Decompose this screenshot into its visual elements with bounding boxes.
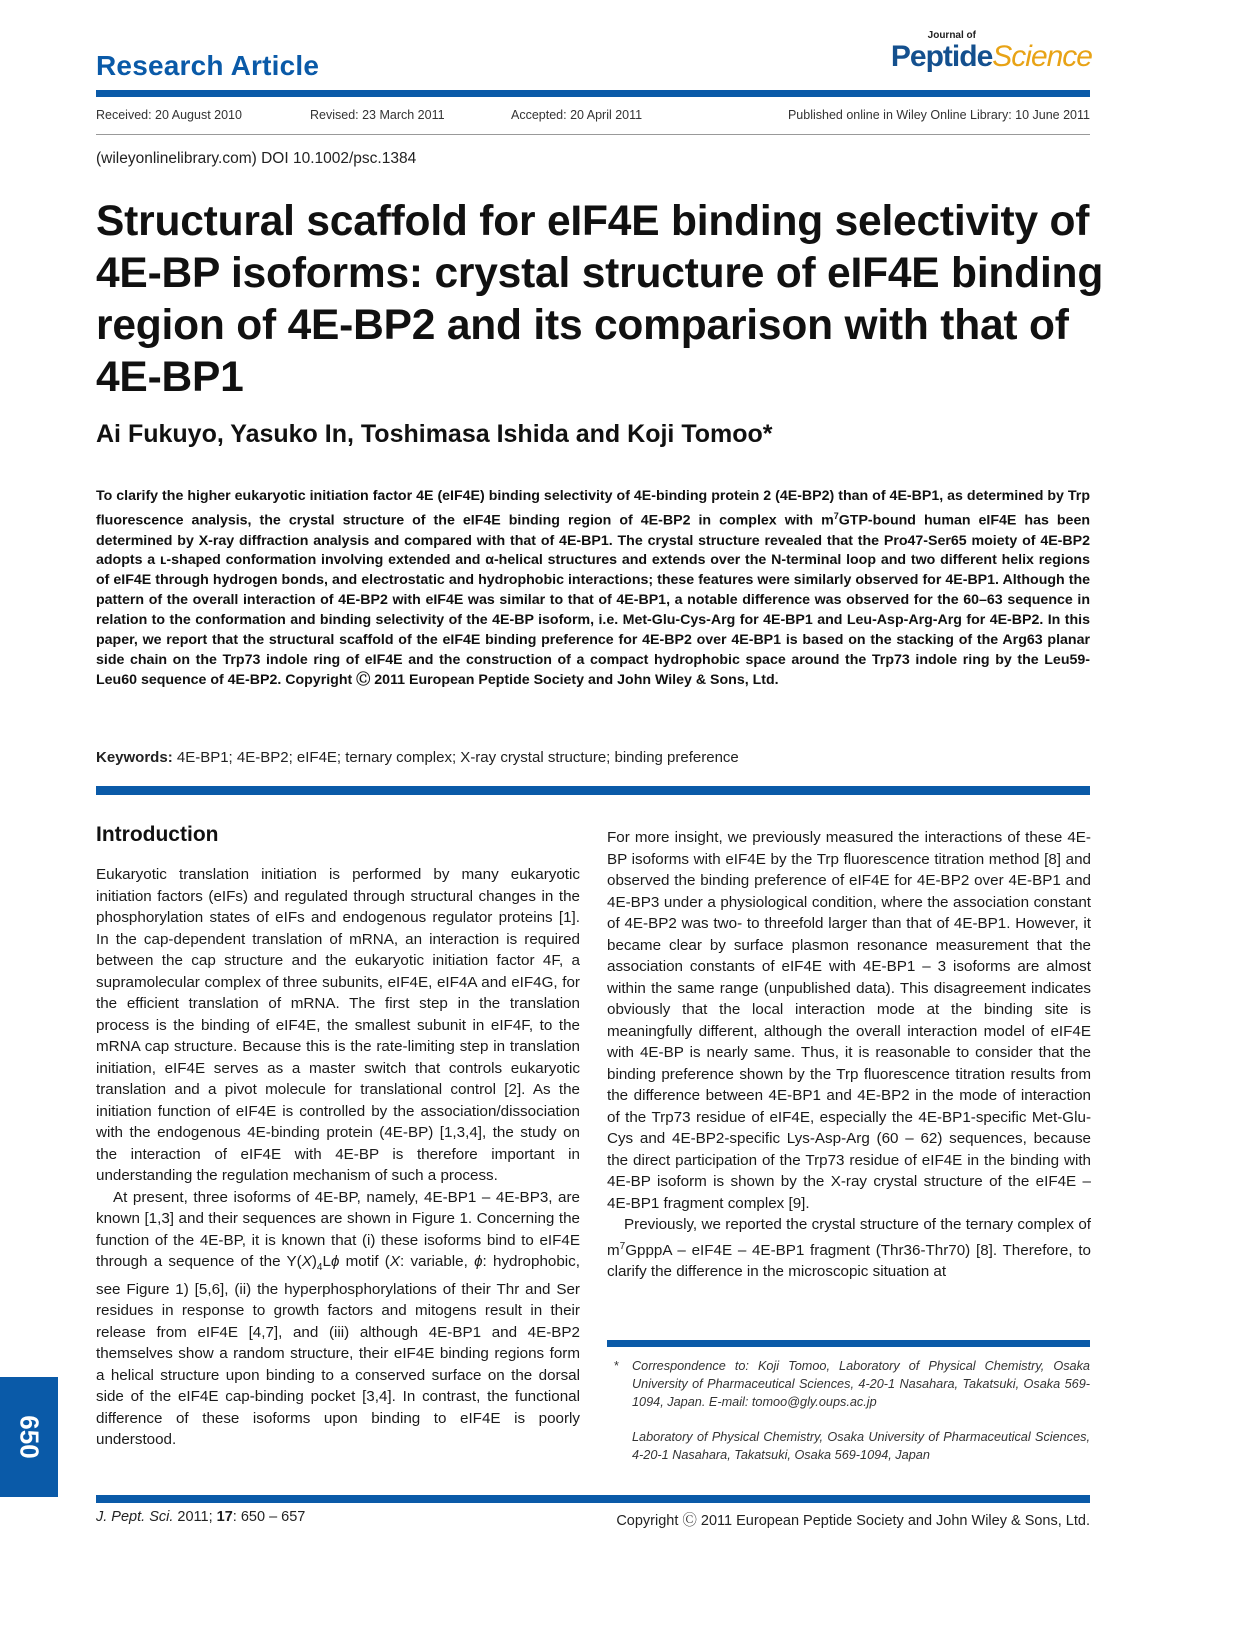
- abstract-rule: [96, 786, 1090, 795]
- footer-copyright: Copyright Ⓒ 2011 European Peptide Society and John Wiley & Sons, Ltd.: [616, 1513, 1090, 1529]
- journal-abbrev: J. Pept. Sci.: [96, 1509, 174, 1525]
- page-number-tab: [0, 1377, 58, 1497]
- body-column-right: [607, 827, 1091, 1283]
- intro-paragraph-1: Eukaryotic translation initiation is performed by many eukaryotic initiation factors (eIFs) and regulated through structural changes in the phosphorylation states of eIFs and endogenous regulator proteins [1]. In the cap-dependent translation of mRNA, an interaction is required between the cap structure and the eukaryotic initiation factor 4F, a supramolecular complex of three subunits, eIF4E, eIF4A and eIF4G, for the efficient translation of mRNA. The first step in the translation process is the binding of eIF4E, the smallest subunit in eIF4F, to the mRNA cap structure. Because this is the rate-limiting step in translation initiation, eIF4E serves as a master switch that controls eukaryotic translation and a pivot molecule for translational control [2]. As the initiation function of eIF4E is controlled by the association/dissociation with the endogenous 4E-binding protein (4E-BP) [1,3,4], the study on the interaction of eIF4E with 4E-BP is therefore important in understanding the regulation mechanism of such a process.: [96, 866, 580, 1184]
- keywords-label: Keywords:: [96, 749, 173, 766]
- journal-logo: [890, 30, 1092, 80]
- journal-volume: 17: [216, 1509, 233, 1525]
- doi-link[interactable]: (wileyonlinelibrary.com) DOI 10.1002/psc.1384: [96, 150, 417, 167]
- abstract-text-1: To clarify the higher eukaryotic initiation factor 4E (eIF4E) binding selectivity of 4E-binding protein 2 (4E-BP2) than of 4E-BP1, as determined by Trp fluorescence analysis, the crystal structure of the eIF4E binding region of 4E-BP2 in complex with m: [96, 488, 1090, 529]
- journal-logo-prefix: Journal of: [927, 30, 976, 41]
- revised-date: Revised: 23 March 2011: [310, 108, 445, 122]
- journal-logo-science: Science: [992, 40, 1092, 73]
- intro-paragraph-4: Previously, we reported the crystal structure of the ternary complex of $m^7GpppA - eIF4E - 4E-BP1$ fragment (Thr36-Thr70) [8]. Therefore, to clarify the difference in the microscopic situation at: [607, 1216, 1091, 1281]
- footnote: [614, 1357, 1090, 1464]
- footnote-mark: *: [614, 1359, 619, 1373]
- affiliation-note: Laboratory of Physical Chemistry, Osaka University of Pharmaceutical Sciences, 4-20-1 Nasahara, Takatsuki, Osaka 569-1094, Japan: [632, 1429, 1090, 1462]
- keywords: [96, 749, 739, 766]
- footer-rule: [96, 1495, 1090, 1503]
- journal-citation: J. Pept. Sci. 2011; 17: 650 – 657: [96, 1509, 306, 1525]
- published-date: Published online in Wiley Online Library: 10 June 2011: [787, 108, 1090, 122]
- intro-paragraph-3: For more insight, we previously measured the interactions of these 4E-BP isoforms with eIF4E by the Trp fluorescence titration method [8] and observed the binding preference of eIF4E for 4E-BP2 over 4E-BP1 and 4E-BP3 under a physiological condition, where the association constant of 4E-BP2 was two- to threefold larger than that of 4E-BP1. However, it became clear by surface plasmon resonance measurement that the association constants of eIF4E with 4E-BP1 – 3 isoforms are almost within the same range (unpublished data). This disagreement indicates obviously that the local interaction mode at the binding site is meaningfully different, although the overall interaction model of eIF4E with 4E-BP is nearly same. Thus, it is reasonable to consider that the binding preference shown by the Trp fluorescence titration results from the difference between 4E-BP1 and 4E-BP2 in the mode of interaction of the Trp73 residue of eIF4E, especially the 4E-BP1-specific Met-Glu-Cys and 4E-BP2-specific Lys-Asp-Arg (60 – 62) sequences, because the direct participation of the Trp73 residue of eIF4E in the binding with 4E-BP isoform is shown by the X-ray crystal structure of the eIF4E – 4E-BP1 fragment complex [9].: [607, 829, 1091, 1212]
- intro-paragraph-2: At present, three isoforms of 4E-BP, namely, 4E-BP1 – 4E-BP3, are known [1,3] and their sequences are shown in Figure 1. Concerning the function of the 4E-BP, it is known that (i) these isoforms bind to eIF4E through a sequence of the $Y(X)_4L\phi$ motif (X: variable, ϕ: hydrophobic, see Figure 1) [5,6], (ii) the hyperphosphorylations of their Thr and Ser residues in response to growth factors and mitogens result in their release from eIF4E [4,7], and (iii) although 4E-BP1 and 4E-BP2 themselves show a random structure, their eIF4E binding regions form a helical structure upon binding to a conserved surface on the dorsal side of the eIF4E cap-binding pocket [3,4]. In contrast, the functional difference of these isoforms upon binding to eIF4E is poorly understood.: [96, 1188, 580, 1449]
- article-authors: Ai Fukuyo, Yasuko In, Toshimasa Ishida and Koji Tomoo*: [96, 420, 773, 448]
- keywords-list: 4E-BP1; 4E-BP2; eIF4E; ternary complex; X-ray crystal structure; binding preference: [172, 749, 739, 766]
- header-rule: [96, 90, 1090, 97]
- abstract-text-2: GTP-bound human eIF4E has been determined by X-ray diffraction analysis and compared with that of 4E-BP1. The crystal structure revealed that the Pro47-Ser65 moiety of 4E-BP2 adopts a ʟ-shaped conformation involving extended and α-helical structures and extends over the N-terminal loop and two different helix regions of eIF4E through hydrogen bonds, and electrostatic and hydrophobic interactions; these features were similarly observed for 4E-BP1. Although the pattern of the overall interaction of 4E-BP2 with eIF4E was similar to that of 4E-BP1, a notable difference was observed for the 60–63 sequence in relation to the conformation and binding selectivity of the 4E-BP isoform, i.e. Met-Glu-Cys-Arg for 4E-BP1 and Leu-Asp-Arg-Arg for 4E-BP2. In this paper, we report that the structural scaffold of the eIF4E binding preference for 4E-BP2 over 4E-BP1 is based on the stacking of the Arg63 planar side chain on the Trp73 indole ring of eIF4E and the construction of a compact hydrophobic space around the Trp73 indole ring by the Leu59-Leu60 sequence of 4E-BP2. Copyright Ⓒ 2011 European Peptide Society and John Wiley & Sons, Ltd.: [96, 512, 1090, 688]
- footnote-rule: [607, 1340, 1090, 1347]
- abstract: [96, 487, 1090, 691]
- received-date: Received: 20 August 2010: [96, 108, 242, 122]
- section-label: Research Article: [96, 50, 320, 81]
- introduction-heading: Introduction: [96, 823, 219, 846]
- page-number: 650: [14, 1415, 45, 1459]
- accepted-date: Accepted: 20 April 2011: [511, 108, 643, 122]
- journal-logo-peptide: Peptide: [890, 40, 993, 73]
- correspondence-note: Correspondence to: Koji Tomoo, Laboratory of Physical Chemistry, Osaka University of Pharmaceutical Sciences, 4-20-1 Nasahara, Takatsuki, Osaka 569-1094, Japan. E-mail: tomoo@gly.oups.ac.jp: [632, 1359, 1090, 1410]
- article-title: Structural scaffold for eIF4E binding selectivity of 4E-BP isoforms: crystal structure of eIF4E binding region of 4E-BP2 and its comparison with that of 4E-BP1: [96, 198, 1104, 401]
- abstract-superscript: 7: [833, 510, 839, 521]
- dates-divider: [96, 134, 1090, 135]
- body-column-left: [96, 864, 580, 1451]
